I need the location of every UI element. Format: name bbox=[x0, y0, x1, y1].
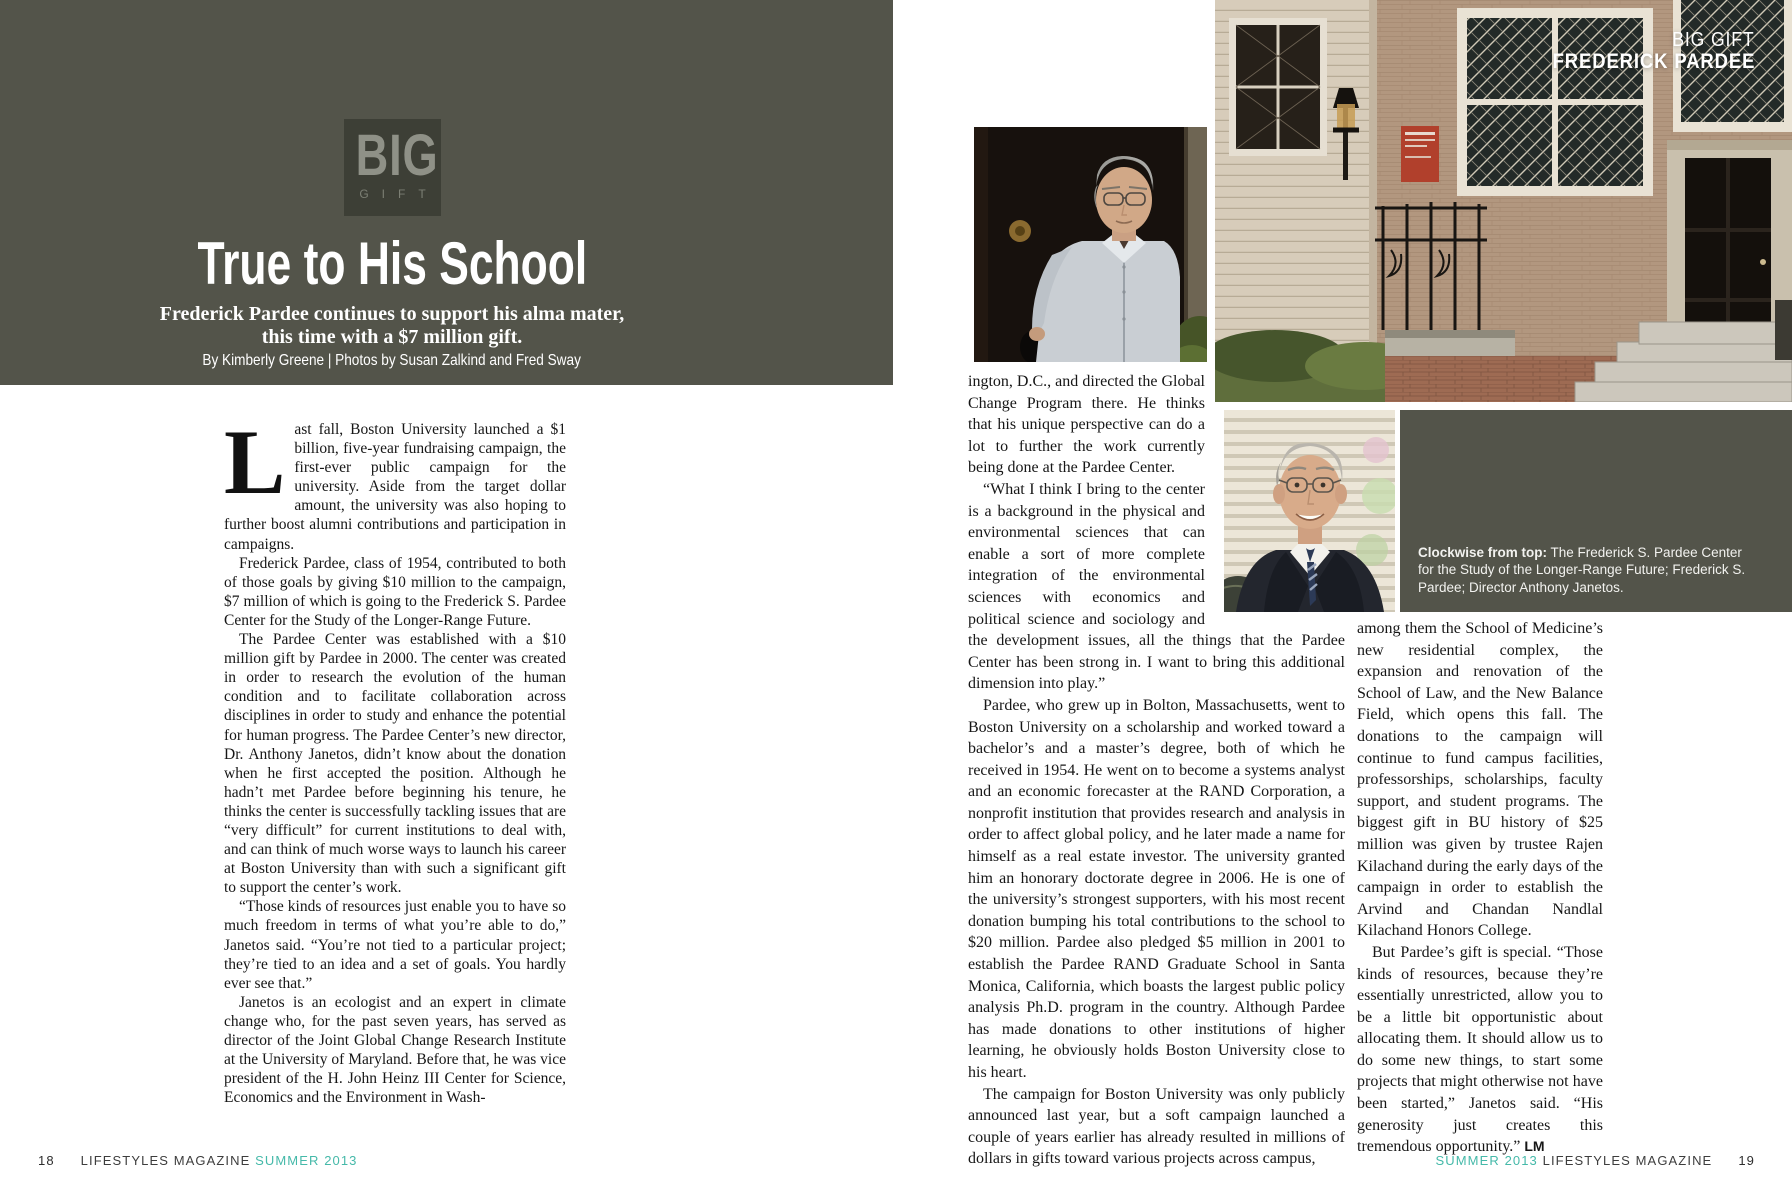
page-number-right: 19 bbox=[1738, 1153, 1755, 1168]
section-corner-tag bbox=[1525, 30, 1755, 72]
paragraph: Pardee, who grew up in Bolton, Massachusetts, went to Boston University on a scholarship and worked toward a bachelor’s and a master’s degree, both of which he received in 1954. He went on to become a systems analyst and an economic forecaster at the RAND Corporation, a nonprofit institution that provides research and analysis in order to affect global policy, and he later made a name for himself as a real estate investor. The university granted him an honorary doctorate degree in 2006. He is one of the university’s strongest supporters, with his most recent donation bumping his total contributions to the school to $20 million. Pardee also pledged $5 million in 2001 to establish the Pardee RAND Graduate School in Santa Monica, California, which boasts the largest public policy analysis Ph.D. program in the country. Although Pardee has made donations to other institutions of higher learning, he obviously holds Boston University close to his heart. bbox=[968, 696, 1345, 1081]
footer-right bbox=[1435, 1153, 1755, 1168]
paragraph: The campaign for Boston University was only publicly announced last year, but a soft campaign launched a couple of years earlier has already resulted in millions of dollars in gifts toward various projects across campus, bbox=[968, 1085, 1345, 1168]
footer-left bbox=[38, 1153, 358, 1168]
magazine-name-right: LIFESTYLES MAGAZINE bbox=[1542, 1153, 1713, 1168]
issue-label-right: SUMMER 2013 bbox=[1435, 1153, 1543, 1168]
paragraph: Janetos is an ecologist and an expert in climate change who, for the past seven years, has served as director of the Joint Global Change Research Institute at the University of Maryland. Before that, he was vice president of the H. John Heinz III Center for Science, Economics and the Environment in Wash- bbox=[224, 993, 566, 1107]
paragraph: ington, D.C., and directed the Global Change Program there. He thinks that his unique perspective can do a lot to further the work currently being done at the Pardee Center. bbox=[968, 373, 1205, 477]
subtitle-line-1: Frederick Pardee continues to support his alma mater, bbox=[159, 303, 625, 325]
caption-body: The Frederick S. Pardee Center for the Study of the Longer-Range Future; Frederick S. Pardee; Director Anthony Janetos. bbox=[1418, 544, 1746, 595]
article-subtitle bbox=[0, 303, 784, 349]
badge-gift-text: GIFT bbox=[359, 187, 439, 201]
page-number-left: 18 bbox=[38, 1153, 55, 1168]
title-block bbox=[0, 0, 893, 385]
paragraph: Last fall, Boston University launched a $1 billion, five-year fundraising campaign, the first-ever public campaign for the university. Aside from the target dollar amount, the university was also hoping to further boost alumni contributions and participation in campaigns. bbox=[224, 411, 566, 553]
drop-cap: L bbox=[224, 411, 286, 513]
paragraph: But Pardee’s gift is special. “Those kinds of resources, because they’re essentially unrestricted, allow you to be a little bit opportunistic about allocating them. It should allow us to do some new things, to start some projects that might otherwise not have been started,” Janetos said. “His generosity just creates this tremendous opportunity.” LM bbox=[1357, 943, 1603, 1156]
issue-label-left: SUMMER 2013 bbox=[255, 1153, 358, 1168]
body-column-right bbox=[1357, 618, 1603, 1158]
big-gift-badge bbox=[344, 119, 441, 216]
photo-caption bbox=[1418, 544, 1754, 597]
paragraph: among them the School of Medicine’s new residential complex, the expansion and renovation of the School of Law, and the New Balance Field, which opens this fall. The donations to the campaign will continue to fund campus facilities, professorships, scholarships, faculty support, and student programs. The biggest gift in BU history of $25 million was given by trustee Rajen Kilachand during the early days of the campaign in order to establish the Arvind and Chandan Nandlal Kilachand Honors College. bbox=[1357, 620, 1603, 940]
body-column-left bbox=[224, 411, 566, 1107]
caption-lead: Clockwise from top: bbox=[1418, 544, 1548, 560]
paragraph: The Pardee Center was established with a $10 million gift by Pardee in 2000. The center was created in order to research the evolution of the human condition and to facilitate collaboration across disciplines in order to study and enhance the potential for human progress. The Pardee Center’s new director, Dr. Anthony Janetos, didn’t know about the donation when he first accepted the position. Although he hadn’t met Pardee before beginning his tenure, he thinks the center is successfully tackling issues that are “very difficult” for current institutions to deal with, and can think of much worse ways to launch his career at Boston University than with such a significant gift to support the center’s work. bbox=[224, 631, 566, 897]
subtitle-line-2: this time with a $7 million gift. bbox=[261, 326, 523, 348]
corner-tag-section: BIG GIFT bbox=[1672, 29, 1755, 51]
caption-box bbox=[1400, 410, 1792, 612]
paragraph: Frederick Pardee, class of 1954, contributed to both of those goals by giving $10 million to the campaign, $7 million of which is going to the Frederick S. Pardee Center for the Study of the Longer-Range Future. bbox=[224, 554, 566, 629]
article-byline: By Kimberly Greene | Photos by Susan Zalkind and Fred Sway bbox=[202, 352, 582, 369]
article-title: True to His School bbox=[197, 230, 587, 297]
title-block-content bbox=[0, 0, 784, 385]
corner-tag-subject: FREDERICK PARDEE bbox=[1552, 50, 1755, 73]
end-mark: LM bbox=[1524, 1138, 1545, 1155]
body-column-middle bbox=[968, 371, 1345, 1170]
photo-director-janetos-at-door bbox=[974, 127, 1207, 362]
paragraph: “Those kinds of resources just enable you to have so much freedom in terms of what you’re able to do,” Janetos said. “You’re not tied to a particular project; they’re tied to an idea and a set of goals. You hardly ever see that.” bbox=[224, 898, 566, 992]
magazine-name-left: LIFESTYLES MAGAZINE bbox=[80, 1153, 256, 1168]
badge-big-text: BIG bbox=[355, 123, 439, 188]
photo-wrap-spacer bbox=[1205, 371, 1345, 618]
paragraph: “What I think I bring to the center is a background in the physical and environmental sciences that can enable a sort of more complete integration of the environmental sciences with economics and political science and sociology and the development issues, all the things that the Pardee Center has been strong in. I want to bring this additional dimension into play.” bbox=[968, 480, 1345, 693]
